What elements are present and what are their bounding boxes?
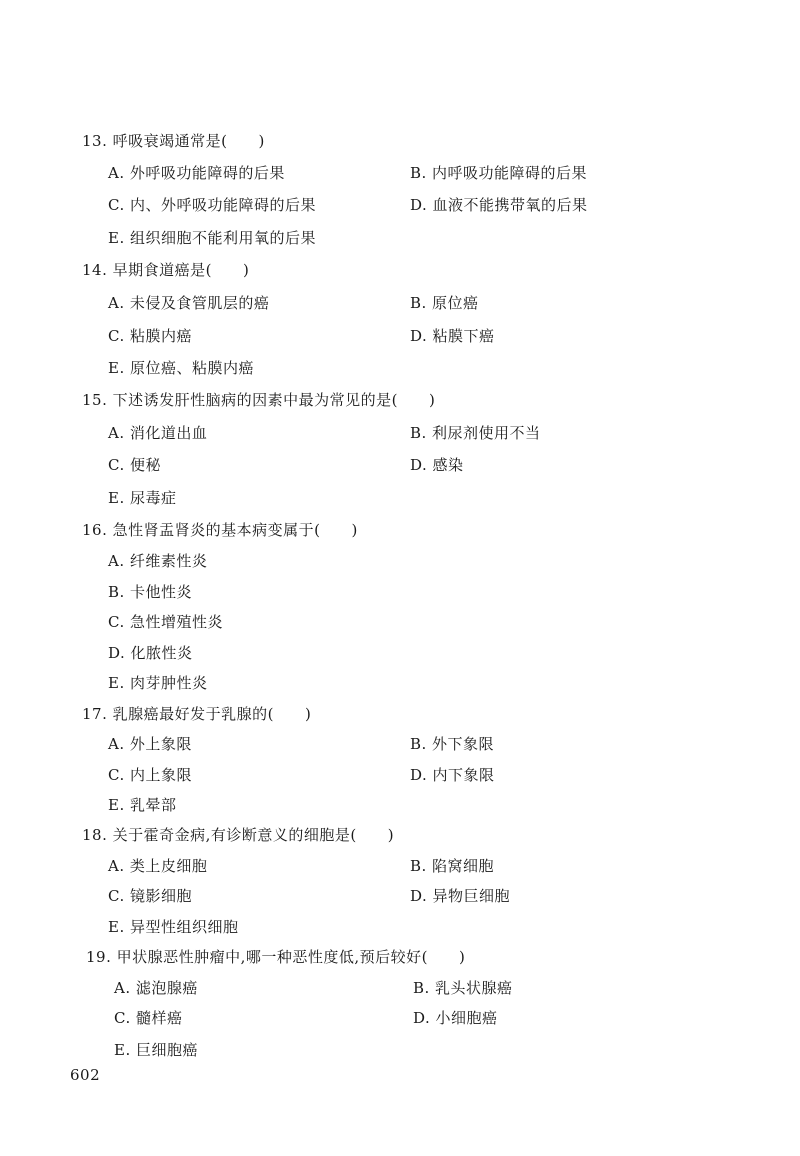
question-19-stem: 19. 甲状腺恶性肿瘤中,哪一种恶性度低,预后较好( ) <box>86 948 466 966</box>
question-17-option-c: C. 内上象限 <box>108 766 192 784</box>
question-15-option-c: C. 便秘 <box>108 456 161 474</box>
question-19-option-d: D. 小细胞癌 <box>413 1009 498 1027</box>
question-14-option-e: E. 原位癌、粘膜内癌 <box>108 359 254 377</box>
question-18-option-d: D. 异物巨细胞 <box>410 887 511 905</box>
question-17-stem: 17. 乳腺癌最好发于乳腺的( ) <box>82 705 312 723</box>
question-15-option-a: A. 消化道出血 <box>108 424 208 442</box>
question-19-option-c: C. 髓样癌 <box>114 1009 183 1027</box>
question-13-option-d: D. 血液不能携带氧的后果 <box>410 196 588 214</box>
question-16-option-e: E. 肉芽肿性炎 <box>108 674 208 692</box>
question-18-stem: 18. 关于霍奇金病,有诊断意义的细胞是( ) <box>82 826 395 844</box>
question-16-option-d: D. 化脓性炎 <box>108 644 193 662</box>
question-13-option-b: B. 内呼吸功能障碍的后果 <box>410 164 588 182</box>
question-18-option-a: A. 类上皮细胞 <box>108 857 208 875</box>
question-13-option-c: C. 内、外呼吸功能障碍的后果 <box>108 196 316 214</box>
question-15-option-e: E. 尿毒症 <box>108 489 177 507</box>
question-16-stem: 16. 急性肾盂肾炎的基本病变属于( ) <box>82 521 358 539</box>
question-17-option-d: D. 内下象限 <box>410 766 495 784</box>
question-18-option-b: B. 陷窝细胞 <box>410 857 495 875</box>
question-19-option-b: B. 乳头状腺癌 <box>413 979 513 997</box>
question-13-stem: 13. 呼吸衰竭通常是( ) <box>82 132 265 150</box>
question-17-option-b: B. 外下象限 <box>410 735 495 753</box>
question-17-option-a: A. 外上象限 <box>108 735 192 753</box>
question-14-option-c: C. 粘膜内癌 <box>108 327 192 345</box>
question-18-option-e: E. 异型性组织细胞 <box>108 918 239 936</box>
question-16-option-c: C. 急性增殖性炎 <box>108 613 223 631</box>
question-14-option-a: A. 未侵及食管肌层的癌 <box>108 294 270 312</box>
question-15-option-d: D. 感染 <box>410 456 464 474</box>
question-15-option-b: B. 利尿剂使用不当 <box>410 424 541 442</box>
question-16-option-b: B. 卡他性炎 <box>108 583 193 601</box>
question-19-option-a: A. 滤泡腺癌 <box>114 979 198 997</box>
question-13-option-a: A. 外呼吸功能障碍的后果 <box>108 164 285 182</box>
question-16-option-a: A. 纤维素性炎 <box>108 552 208 570</box>
question-19-option-e: E. 巨细胞癌 <box>114 1041 198 1059</box>
question-14-option-d: D. 粘膜下癌 <box>410 327 495 345</box>
question-13-option-e: E. 组织细胞不能利用氧的后果 <box>108 229 316 247</box>
question-14-stem: 14. 早期食道癌是( ) <box>82 261 250 279</box>
question-18-option-c: C. 镜影细胞 <box>108 887 192 905</box>
question-14-option-b: B. 原位癌 <box>410 294 479 312</box>
question-15-stem: 15. 下述诱发肝性脑病的因素中最为常见的是( ) <box>82 391 436 409</box>
question-17-option-e: E. 乳晕部 <box>108 796 177 814</box>
page-number: 602 <box>70 1066 101 1084</box>
